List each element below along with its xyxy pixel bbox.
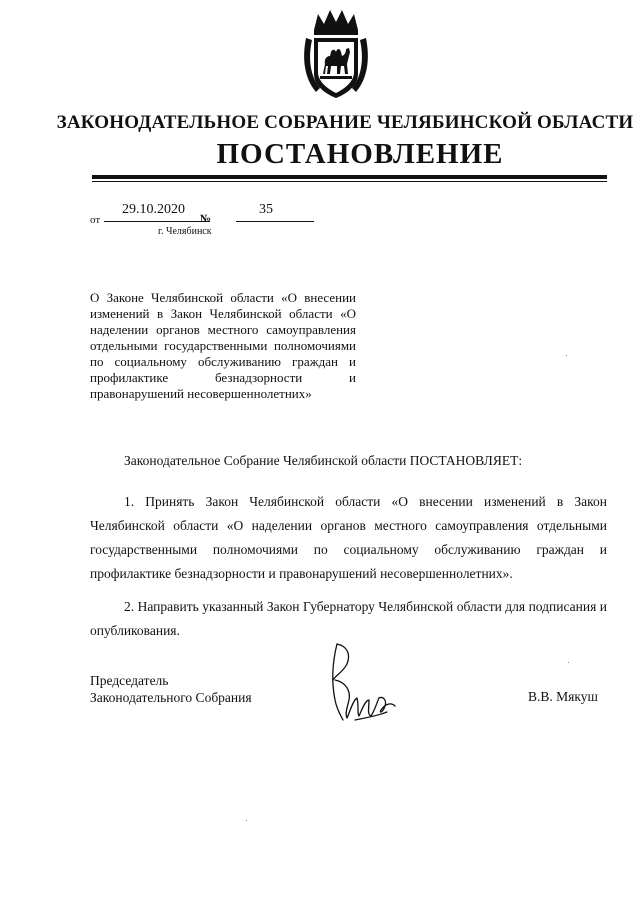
resolution-preamble: Законодательное Собрание Челябинской области ПОСТАНОВЛЯЕТ:	[124, 453, 523, 468]
date-field	[104, 202, 210, 222]
organization-title: ЗАКОНОДАТЕЛЬНОЕ СОБРАНИЕ ЧЕЛЯБИНСКОЙ ОБЛАСТИ	[56, 112, 634, 133]
scan-speck	[246, 820, 247, 821]
header-rule-thick	[92, 175, 607, 179]
document-subject: О Законе Челябинской области «О внесении изменений в Закон Челябинской области «О наделении органов местного самоуправления отдельными государственными полномочиями по социальному обслуживанию граждан и профилактике безнадзорности и правонарушений несовершеннолетних»	[90, 290, 356, 401]
scan-speck	[568, 662, 569, 663]
scan-speck	[566, 355, 567, 356]
resolution-item-1: 1. Принять Закон Челябинской области «О внесении изменений в Закон Челябинской области «О наделении органов местного самоуправления отдельными государственными полномочиями по социальному обслуживанию граждан и профилактике безнадзорности и правонарушений несовершеннолетних».	[90, 494, 607, 581]
handwritten-signature-icon	[325, 640, 405, 730]
number-prefix: №	[200, 213, 212, 225]
signer-title-line-2: Законодательного Собрания	[90, 690, 252, 705]
signer-name: В.В. Мякуш	[528, 689, 598, 704]
document-meta	[90, 202, 350, 224]
document-date: 29.10.2020	[122, 202, 185, 217]
resolution-item-2: 2. Направить указанный Закон Губернатору Челябинской области для подписания и опубликования.	[90, 599, 607, 638]
date-prefix: от	[90, 214, 101, 226]
chelyabinsk-coat-of-arms-icon	[300, 8, 372, 100]
document-type-title: ПОСТАНОВЛЕНИЕ	[216, 138, 504, 170]
header-rule-thin	[92, 181, 607, 182]
number-field	[236, 202, 314, 222]
signer-title	[90, 672, 252, 706]
document-city: г. Челябинск	[158, 226, 212, 237]
signer-title-line-1: Председатель	[90, 673, 169, 688]
document-number: 35	[259, 202, 273, 217]
